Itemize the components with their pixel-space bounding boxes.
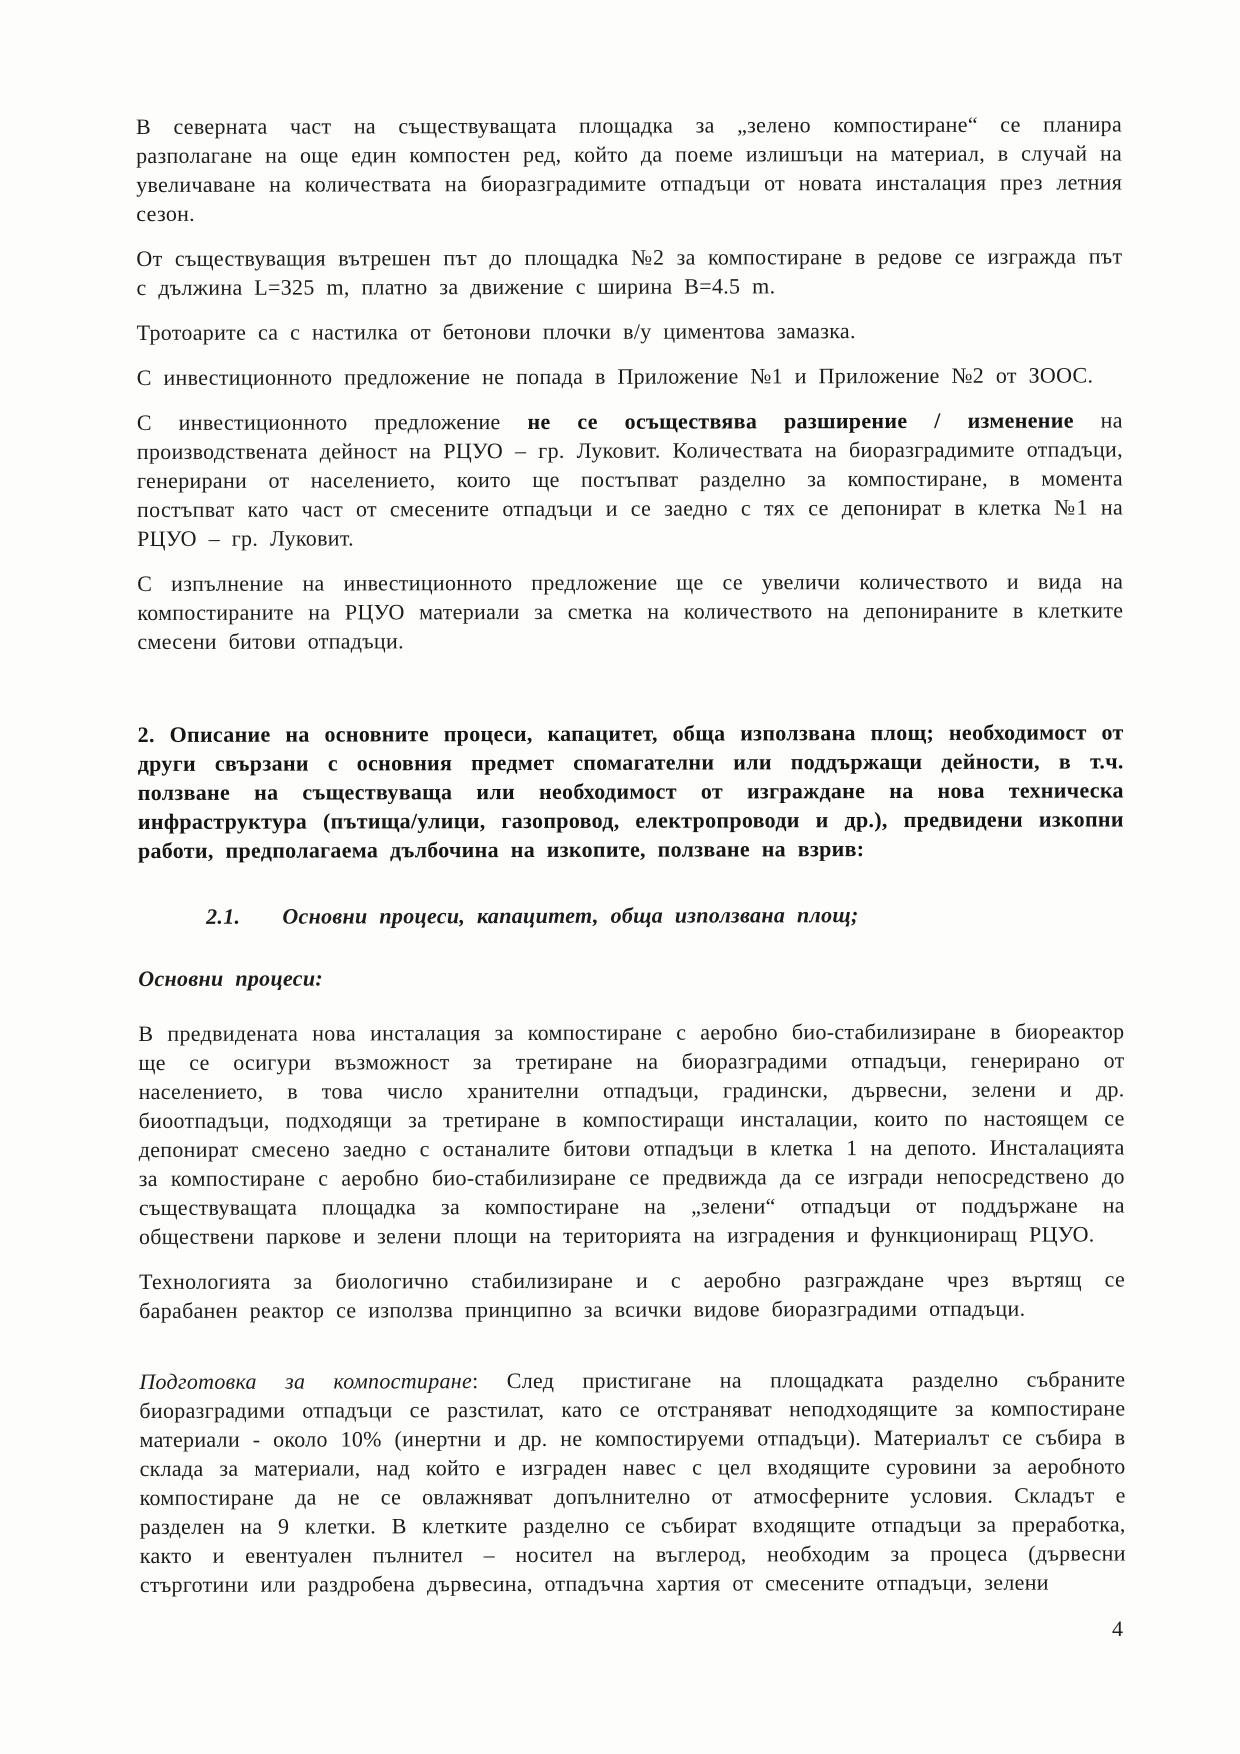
paragraph-proposal-effect: С изпълнение на инвестиционното предложение ще се увеличи количеството и вида на компостираните на РЦУО материали за сметка на количеството на депонираните в клетките смесени битови отпадъци. <box>137 568 1124 654</box>
paragraph-north-area: В северната част на съществуващата площадка за „зелено компостиране“ се планира разполагане на още един компостен ред, който да поеме излишъци на материал, в случай на увеличаване на количествата на биоразградимите отпадъци от новата инсталация през летния сезон. <box>136 111 1123 226</box>
paragraph-no-expansion <box>137 405 1123 553</box>
page-number: 4 <box>1112 1616 1123 1641</box>
subsection-number: 2.1. <box>206 903 241 929</box>
text-run: на производствената дейност на РЦУО – гр. Луковит. Количествата на биоразградимите отпадъци, генерирани от населението, които ще постъпват разделно за компостиране, в момента постъпват като част от смесените отпадъци и се заедно с тях се депонират в клетка №1 на РЦУО – гр. Луковит. <box>136 407 1124 551</box>
subsection-title: Основни процеси, капацитет, обща използвана площ; <box>282 902 859 929</box>
section-2-heading: 2. Описание на основните процеси, капацитет, обща използвана площ; необходимост от други свързани с основния предмет спомагателни или поддържащи дейности, в т.ч. ползване на съществуваща или необходимост от изграждане на нова техническа инфраструктура (пътища/улици, газопровод, електропроводи и др.), предвидени изкопни работи, предполагаема дълбочина на изкопите, ползване на взрив: <box>137 719 1124 863</box>
document-text-block <box>136 109 1126 1599</box>
paragraph-new-installation: В предвидената нова инсталация за компостиране с аеробно био-стабилизиране в биореактор ще се осигури възможност за третиране на биоразградими отпадъци, генерирано от населението, в това число хранителни отпадъци, градински, дървесни, зелени и др. биоотпадъци, подходящи за третиране в компостиращи инсталации, които по настоящем се депонират смесено заедно с останалите битови отпадъци в клетка 1 на депото. Инсталацията за компостиране с аеробно био-стабилизиране се предвижда да се изгради непосредствено до съществуващата площадка за компостиране на „зелени“ отпадъци от поддържане на обществени паркове и зелени площи на територията на изградения и функциониращ РЦУО. <box>138 1018 1125 1249</box>
subsection-2-1-heading <box>138 899 1124 931</box>
text-run: С инвестиционното предложение <box>136 408 528 435</box>
main-processes-subheading: Основни процеси: <box>138 965 324 991</box>
text-run-bold: не се осъществява разширение / изменение <box>527 407 1074 434</box>
text-run-italic: Подготовка за компостиране <box>139 1368 473 1394</box>
paragraph-sidewalks: Тротоарите са с настилка от бетонови плочки в/у циментова замазка. <box>136 318 856 345</box>
paragraph-composting-preparation <box>139 1364 1126 1599</box>
text-run: : След пристигане на площадката разделно събраните биоразградими отпадъци се разстилат, като се отстраняват неподходящите за компостиране материали - около 10% (инертни и др. не компостируеми отпадъци). Материалът се събира в склада за материали, над който е изграден навес с цел входящите суровини за аеробното компостиране да не се овлажняват допълнително от атмосферните условия. Складът е разделен на 9 клетки. В клетките разделно се събират входящите отпадъци за преработка, както и евентуален пълнител – носител на въглерод, необходим за процеса (дървесни стърготини или раздробена дървесина, отпадъчна хартия от смесените отпадъци, зелени <box>139 1366 1126 1597</box>
paragraph-technology: Технологията за биологично стабилизиране и с аеробно разграждане чрез въртящ се барабанен реактор се използва принципно за всички видове биоразградими отпадъци. <box>139 1266 1126 1323</box>
paragraph-internal-road: От съществуващия вътрешен път до площадка №2 за компостиране в редове се изгражда път с дължина L=325 m, платно за движение с ширина B=4.5 m. <box>136 243 1123 300</box>
paragraph-annex-zoos: С инвестиционното предложение не попада в Приложение №1 и Приложение №2 от ЗООС. <box>136 362 1094 390</box>
